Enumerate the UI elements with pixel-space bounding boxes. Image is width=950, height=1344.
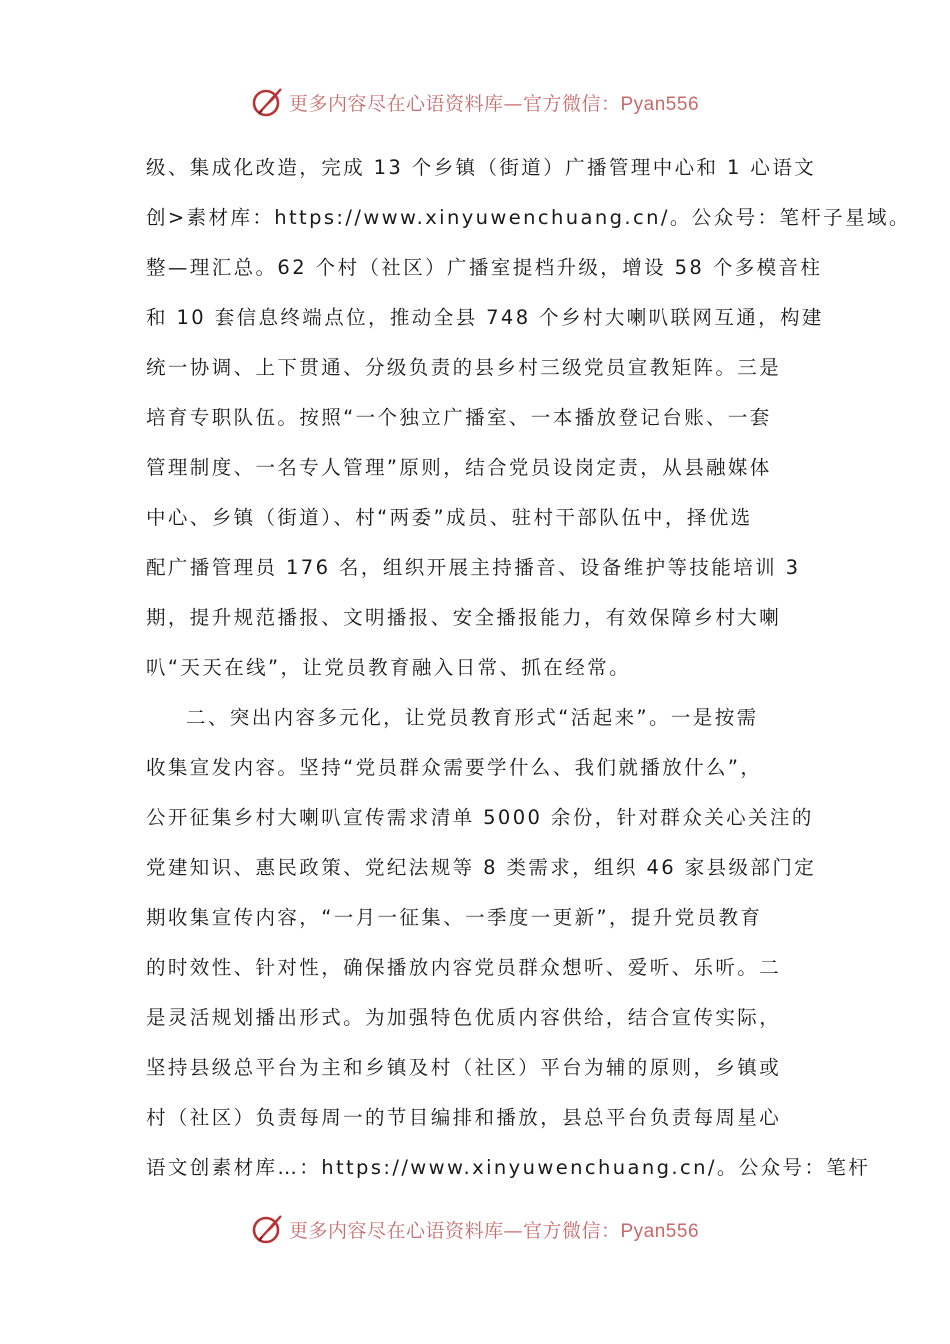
text-line-17: 的时效性、针对性，确保播放内容党员群众想听、爱听、乐听。二 [146,956,782,979]
header-banner [0,82,950,122]
text-line-2: 创>素材库：https://www.xinyuwenchuang.cn/。公众号：笔杆子星域。 [146,206,911,229]
quill-logo-icon [251,1212,285,1246]
header-dash: — [503,92,523,115]
header-banner-text [289,89,699,116]
text-line-5: 统一协调、上下贯通、分级负责的县乡村三级党员宣教矩阵。三是 [146,356,782,379]
text-line-3: 整—理汇总。62 个村（社区）广播室提档升级，增设 58 个多模音柱 [146,256,823,279]
text-line-19: 坚持县级总平台为主和乡镇及村（社区）平台为辅的原则，乡镇或 [146,1056,782,1079]
text-line-16: 期收集宣传内容，“一月一征集、一季度一更新”，提升党员教育 [146,906,763,929]
footer-wechat-id: Pyan556 [620,1220,700,1242]
text-line-1: 级、集成化改造，完成 13 个乡镇（街道）广播管理中心和 1 心语文 [146,156,817,179]
text-line-9: 配广播管理员 176 名，组织开展主持播音、设备维护等技能培训 3 [146,556,801,579]
header-title: 更多内容尽在心语资料库 [288,92,504,115]
header-wechat-id: Pyan556 [620,93,700,115]
text-line-13: 收集宣发内容。坚持“党员群众需要学什么、我们就播放什么”， [146,756,763,779]
text-line-20: 村（社区）负责每周一的节目编排和播放，县总平台负责每周星心 [146,1106,782,1129]
quill-logo-icon [251,85,285,119]
text-line-4: 和 10 套信息终端点位，推动全县 748 个乡村大喇叭联网互通，构建 [146,306,824,329]
text-line-21: 语文创素材库…：https://www.xinyuwenchuang.cn/。公众号：笔杆 [146,1156,871,1179]
document-body [146,150,911,1200]
footer-banner-text [289,1216,699,1243]
text-line-11: 叭“天天在线”，让党员教育融入日常、抓在经常。 [146,656,631,679]
footer-dash: — [503,1219,523,1242]
footer-title: 更多内容尽在心语资料库 [288,1219,504,1242]
text-line-12: 二、突出内容多元化，让党员教育形式“活起来”。一是按需 [186,706,759,729]
text-line-18: 是灵活规划播出形式。为加强特色优质内容供给，结合宣传实际， [146,1006,782,1029]
text-line-7: 管理制度、一名专人管理”原则，结合党员设岗定责，从县融媒体 [146,456,772,479]
footer-banner [0,1209,950,1249]
text-line-14: 公开征集乡村大喇叭宣传需求清单 5000 余份，针对群众关心关注的 [146,806,814,829]
text-line-8: 中心、乡镇（街道）、村“两委”成员、驻村干部队伍中，择优选 [146,506,753,529]
text-line-15: 党建知识、惠民政策、党纪法规等 8 类需求，组织 46 家县级部门定 [146,856,817,879]
header-wechat-label: 官方微信： [522,92,621,115]
text-line-6: 培育专职队伍。按照“一个独立广播室、一本播放登记台账、一套 [146,406,772,429]
footer-wechat-label: 官方微信： [522,1219,621,1242]
text-line-10: 期，提升规范播报、文明播报、安全播报能力，有效保障乡村大喇 [146,606,782,629]
